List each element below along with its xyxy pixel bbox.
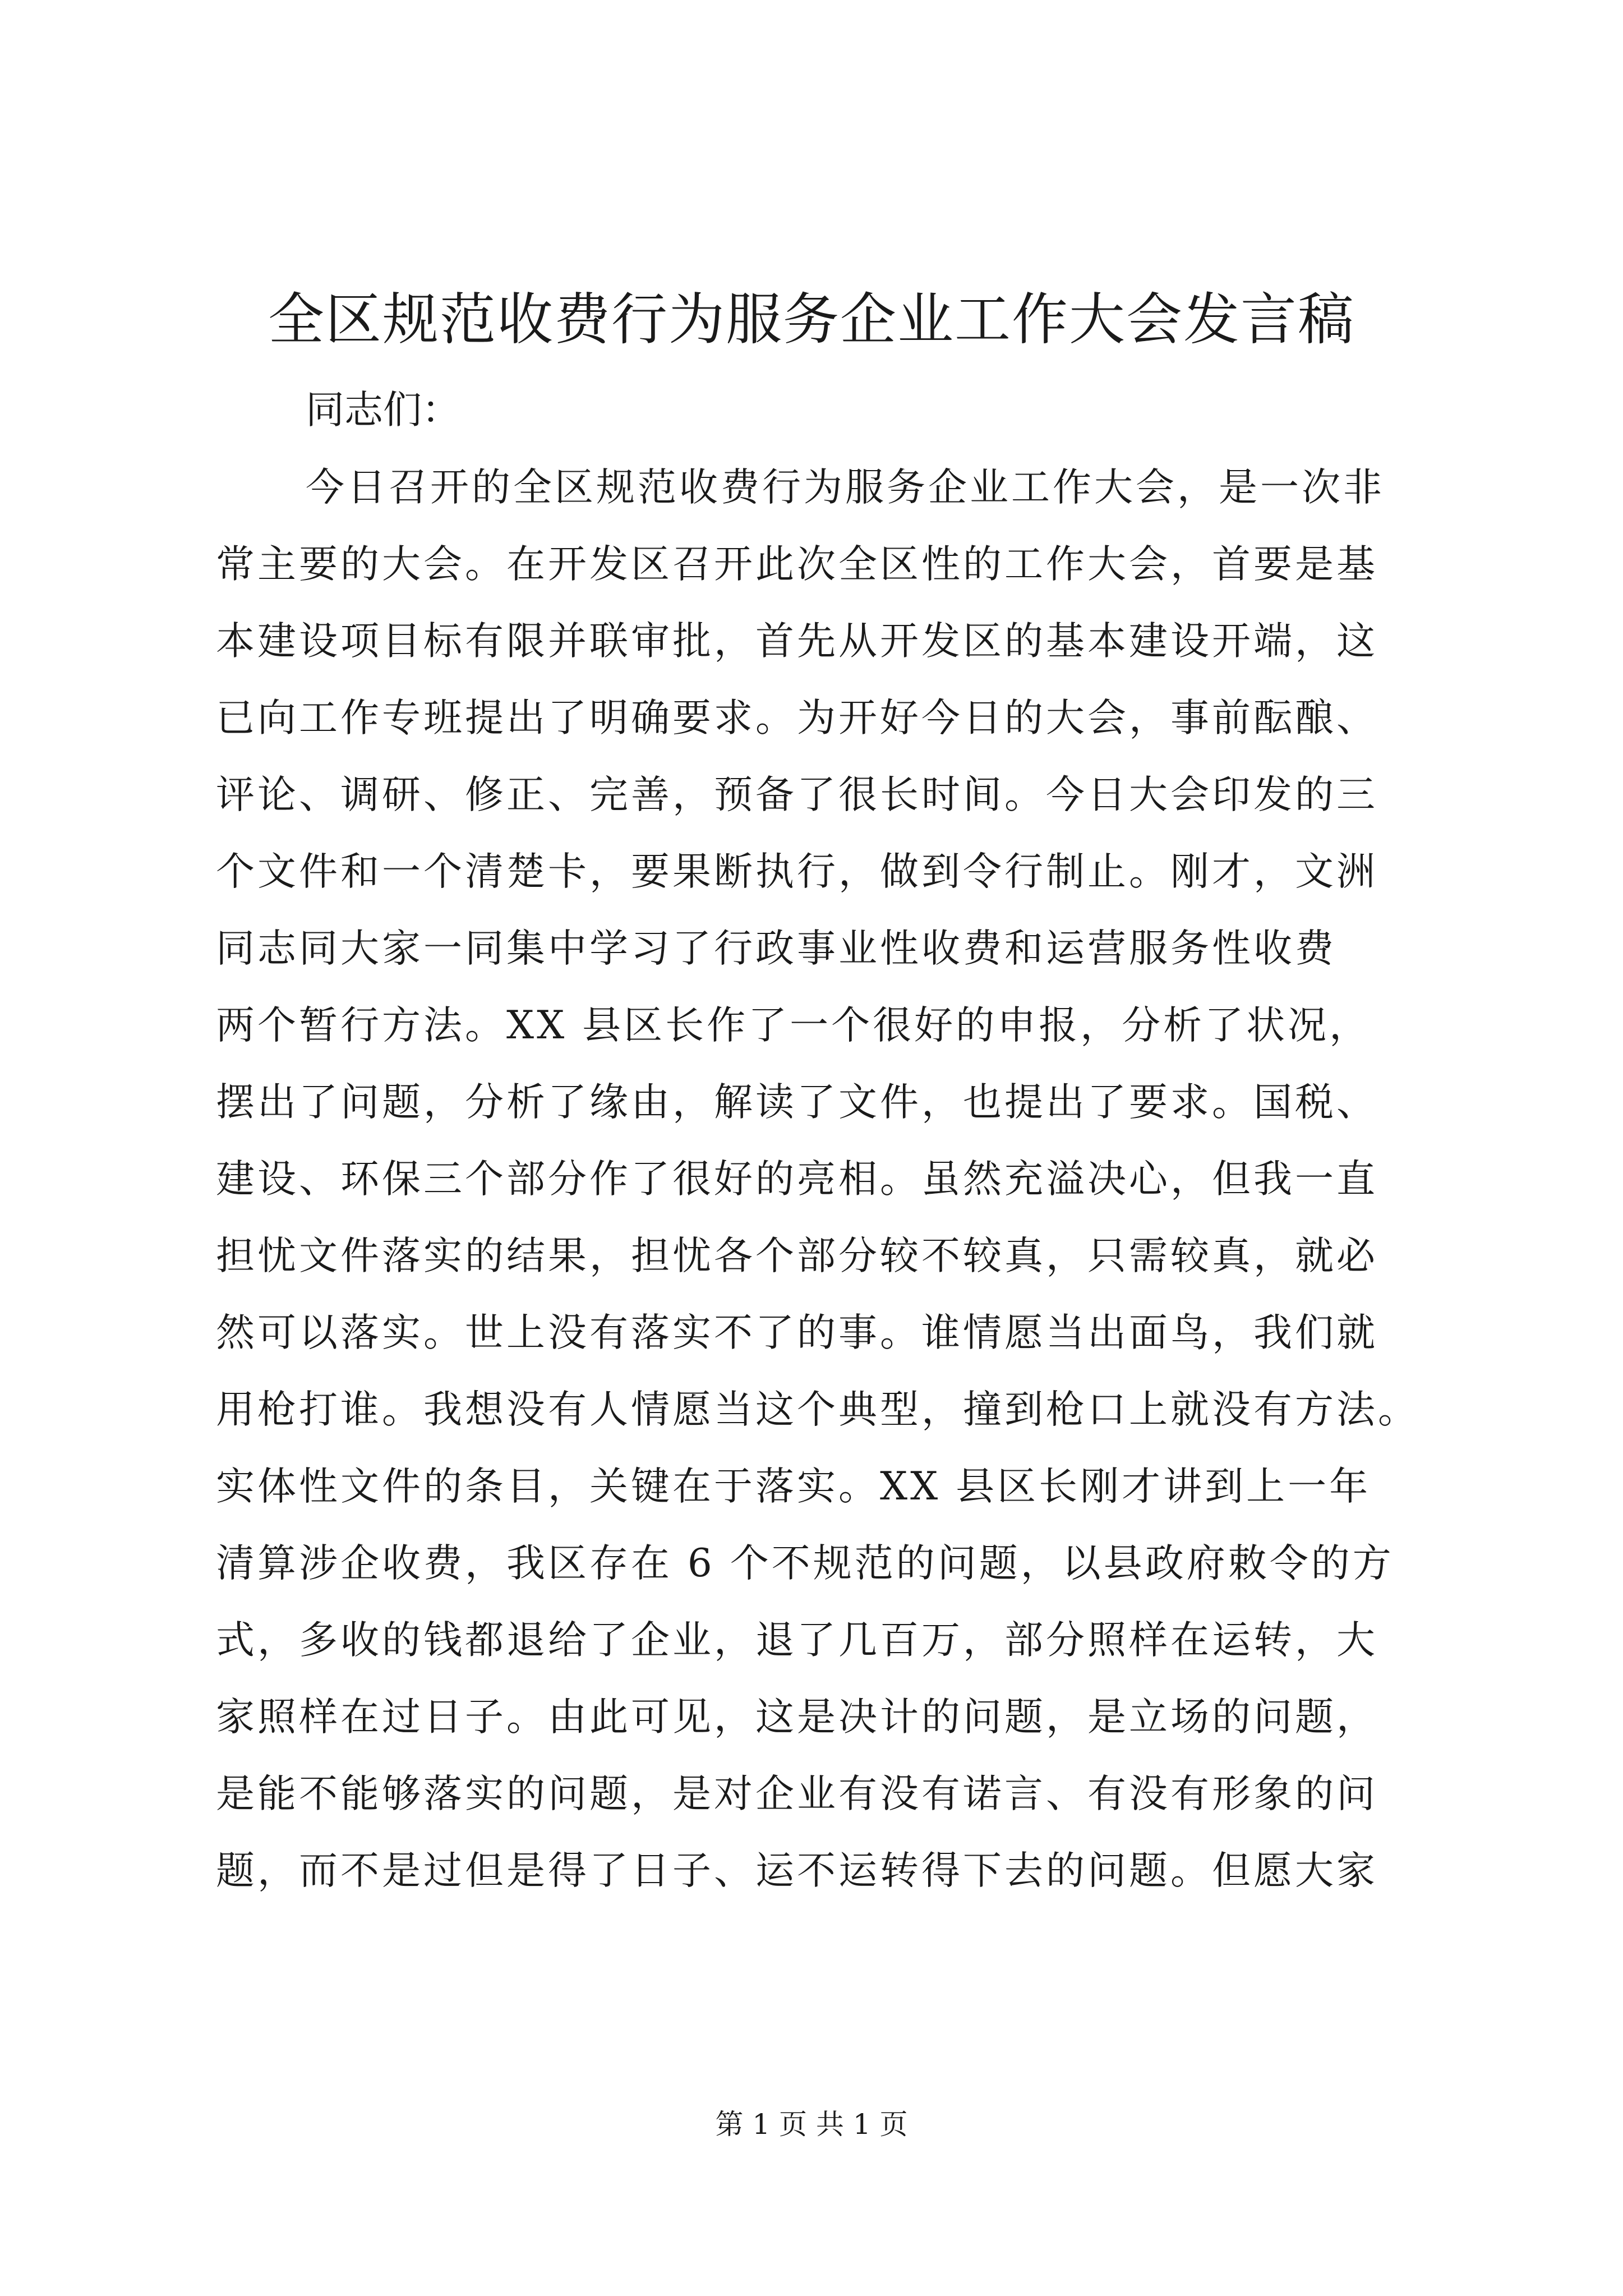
body-line: 两个暂行方法。XX 县区长作了一个很好的申报，分析了状况，	[216, 1003, 1371, 1048]
salutation: 同志们：	[306, 388, 460, 432]
body-line: 担忧文件落实的结果，担忧各个部分较不较真，只需较真，就必	[216, 1234, 1378, 1278]
body-line: 本建设项目标有限并联审批，首先从开发区的基本建设开端，这	[216, 619, 1378, 664]
body-line: 题，而不是过但是得了日子、运不运转得下去的问题。但愿大家	[216, 1848, 1378, 1893]
body-line: 实体性文件的条目，关键在于落实。XX 县区长刚才讲到上一年	[216, 1464, 1371, 1509]
body-line: 今日召开的全区规范收费行为服务企业工作大会，是一次非	[306, 465, 1385, 510]
page-number: 第 1 页 共 1 页	[715, 2108, 908, 2141]
body-line: 评论、调研、修正、完善，预备了很长时间。今日大会印发的三	[216, 772, 1378, 817]
body-line: 建设、环保三个部分作了很好的亮相。虽然充溢决心，但我一直	[216, 1157, 1378, 1202]
body-line: 清算涉企收费，我区存在 6 个不规范的问题，以县政府敕令的方	[216, 1541, 1394, 1586]
body-line: 常主要的大会。在开发区召开此次全区性的工作大会，首要是基	[216, 542, 1378, 587]
body-line: 然可以落实。世上没有落实不了的事。谁情愿当出面鸟，我们就	[216, 1310, 1378, 1355]
body-line: 个文件和一个清楚卡，要果断执行，做到令行制止。刚才，文洲	[216, 849, 1378, 894]
body-line: 摆出了问题，分析了缘由，解读了文件，也提出了要求。国税、	[216, 1080, 1378, 1125]
body-line: 同志同大家一同集中学习了行政事业性收费和运营服务性收费	[216, 926, 1336, 971]
body-line: 已向工作专班提出了明确要求。为开好今日的大会，事前酝酿、	[216, 696, 1378, 740]
body-line: 式，多收的钱都退给了企业，退了几百万，部分照样在运转，大	[216, 1618, 1378, 1663]
body-line: 用枪打谁。我想没有人情愿当这个典型，撞到枪口上就没有方法。	[216, 1387, 1419, 1432]
document-title: 全区规范收费行为服务企业工作大会发言稿	[268, 287, 1355, 352]
body-line: 是能不能够落实的问题，是对企业有没有诺言、有没有形象的问	[216, 1772, 1378, 1816]
body-line: 家照样在过日子。由此可见，这是决计的问题，是立场的问题，	[216, 1695, 1378, 1740]
